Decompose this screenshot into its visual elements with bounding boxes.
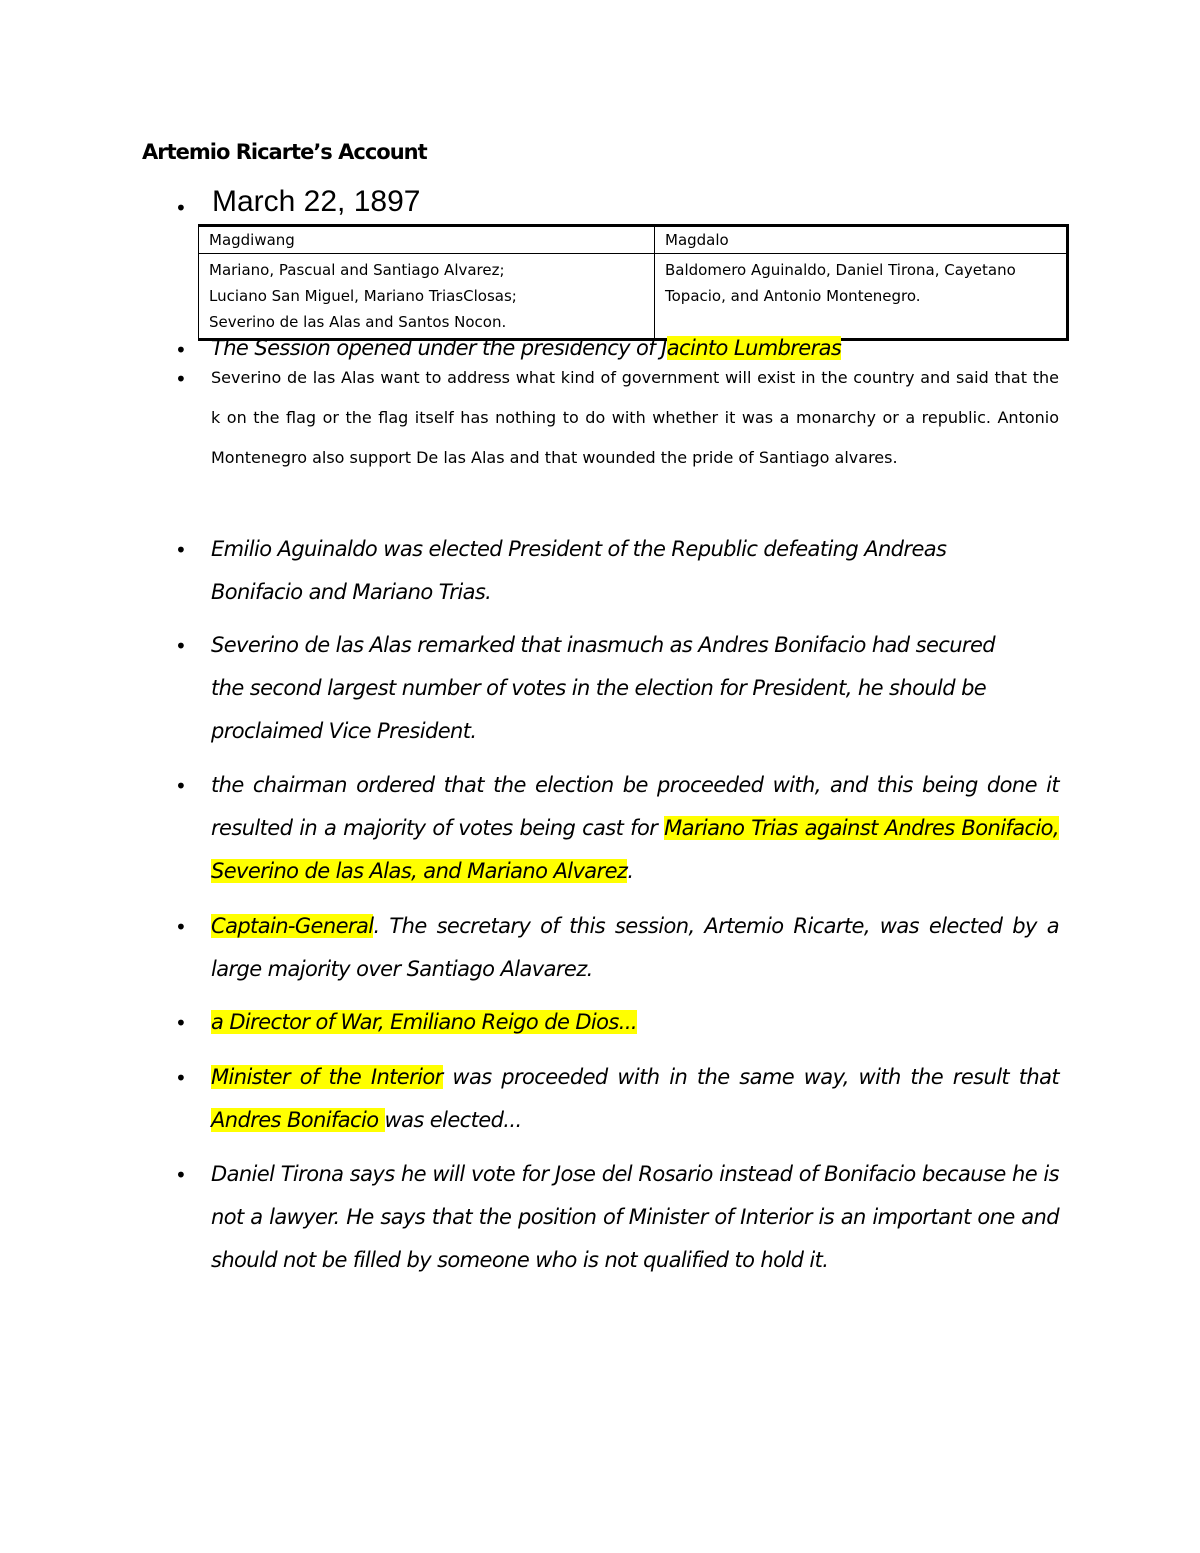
table-cell-line: Topacio, and Antonio Montenegro. <box>665 287 921 305</box>
bullet-icon: • <box>175 338 187 362</box>
text-line: the second largest number of votes in the election for President, he should be <box>211 676 987 700</box>
minister-item <box>211 1056 1059 1142</box>
table-cell-line: Severino de las Alas and Santos Nocon. <box>209 313 507 331</box>
table-cell-line: Luciano San Miguel, Mariano TriasClosas; <box>209 287 517 305</box>
bullet-icon: • <box>175 634 187 658</box>
document-title: Artemio Ricarte’s Account <box>142 140 427 164</box>
vice-president-item <box>211 624 1059 753</box>
factions-table <box>198 224 1069 341</box>
table-header-row <box>199 226 1068 254</box>
bullet-icon: • <box>175 538 187 562</box>
severino-address-item: Severino de las Alas want to address what kind of government will exist in the country and said that the k on the flag or the flag itself has nothing to do with whether it was a monarchy or a republic. Antonio Montenegro also support De las Alas and that wounded the pride of Santiago alvares. <box>211 368 1059 467</box>
captain-text: . The secretary of this session, Artemio Ricarte, was elected by a large majority over Santiago Alavarez. <box>211 914 1059 981</box>
director-of-war-item <box>211 1001 1059 1044</box>
director-highlight: a Director of War, Emiliano Reigo de Dios... <box>211 1010 637 1034</box>
tirona-item: Daniel Tirona says he will vote for Jose del Rosario instead of Bonifacio because he is not a lawyer. He says that the position of Minister of Interior is an important one and should not be filled by someone who is not qualified to hold it. <box>211 1162 1059 1272</box>
chairman-text: the chairman ordered that the election be proceeded with, and this being done it resulted in a majority of votes being cast for <box>211 773 1059 840</box>
bullet-icon: • <box>175 1066 187 1090</box>
session-text: The Session opened under the presidency of J <box>211 336 667 360</box>
table-header-magdiwang: Magdiwang <box>199 226 655 254</box>
minister-highlight-2: Andres Bonifacio <box>211 1108 385 1132</box>
session-highlight: acinto Lumbreras <box>666 336 842 360</box>
bullet-icon: • <box>175 915 187 939</box>
table-cell-line: Mariano, Pascual and Santiago Alvarez; <box>209 261 505 279</box>
bullet-icon: • <box>175 1163 187 1187</box>
text-line: proclaimed Vice President. <box>211 719 477 743</box>
chairman-item <box>211 764 1059 893</box>
text-line: Bonifacio and Mariano Trias. <box>211 580 492 604</box>
chairman-end: . <box>627 859 634 883</box>
text-line: Severino de las Alas remarked that inasmuch as Andres Bonifacio had secured <box>211 633 996 657</box>
minister-text: was proceeded with in the same way, with the result that <box>442 1065 1060 1089</box>
date-heading: March 22, 1897 <box>212 185 421 218</box>
bullet-icon: • <box>175 774 187 798</box>
text-line: Emilio Aguinaldo was elected President of the Republic defeating Andreas <box>211 537 947 561</box>
table-cell-line: Baldomero Aguinaldo, Daniel Tirona, Cayetano <box>665 261 1016 279</box>
captain-general-item <box>211 905 1059 991</box>
minister-end: was elected... <box>384 1108 522 1132</box>
chairman-highlight: Mariano Trias against Andres Bonifacio, Severino de las Alas, and Mariano Alvarez <box>211 816 1059 883</box>
minister-highlight: Minister of the Interior <box>211 1065 443 1089</box>
bullet-icon: • <box>175 196 187 220</box>
captain-highlight: Captain-General <box>211 914 374 938</box>
aguinaldo-item <box>211 528 1059 614</box>
bullet-icon: • <box>175 1011 187 1035</box>
bullet-icon: • <box>175 367 187 391</box>
table-header-magdalo: Magdalo <box>655 226 1068 254</box>
